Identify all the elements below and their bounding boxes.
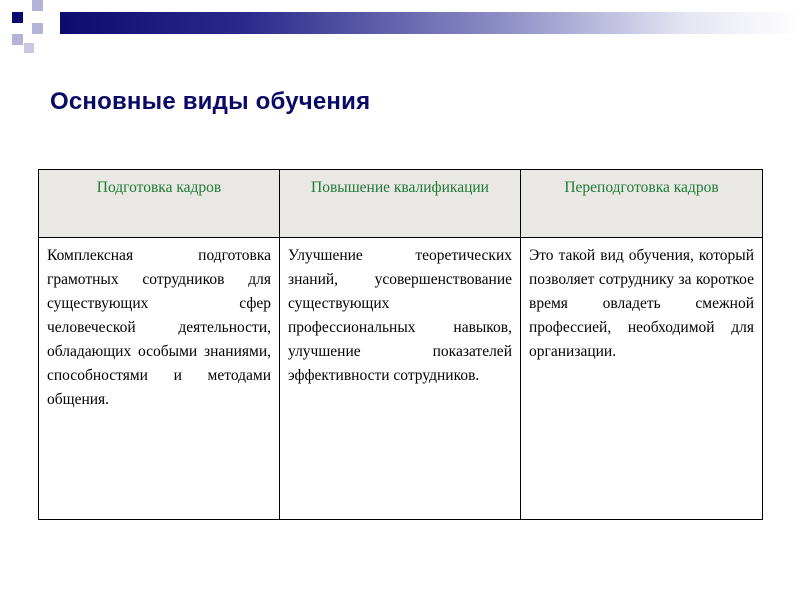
- cell-qualification-upgrade-description: Улучшение теоретических знаний, усовершенствование существующих профессиональных навыков, улучшение показателей эффективности сотрудников.: [280, 238, 521, 520]
- header-qualification-upgrade: Повышение квалификации: [280, 170, 521, 238]
- deco-square-dark: [12, 12, 23, 23]
- table-row: [39, 238, 763, 520]
- decorative-squares: [0, 0, 60, 60]
- deco-square-light: [32, 0, 43, 11]
- slide-title: Основные виды обучения: [50, 88, 371, 115]
- header-training-personnel: Подготовка кадров: [39, 170, 280, 238]
- deco-square-light: [32, 23, 43, 34]
- deco-square-light: [12, 34, 23, 45]
- deco-square-light: [24, 43, 34, 53]
- cell-retraining-description: Это такой вид обучения, который позволяет сотруднику за короткое время овладеть смежной профессией, необходимой для организации.: [521, 238, 763, 520]
- training-types-table: [38, 169, 763, 520]
- header-retraining-personnel: Переподготовка кадров: [521, 170, 763, 238]
- cell-training-personnel-description: Комплексная подготовка грамотных сотрудников для существующих сфер человеческой деятельности, обладающих особыми знаниями, способностями и методами общения.: [39, 238, 280, 520]
- table-header-row: [39, 170, 763, 238]
- header-gradient-bar: [60, 12, 800, 34]
